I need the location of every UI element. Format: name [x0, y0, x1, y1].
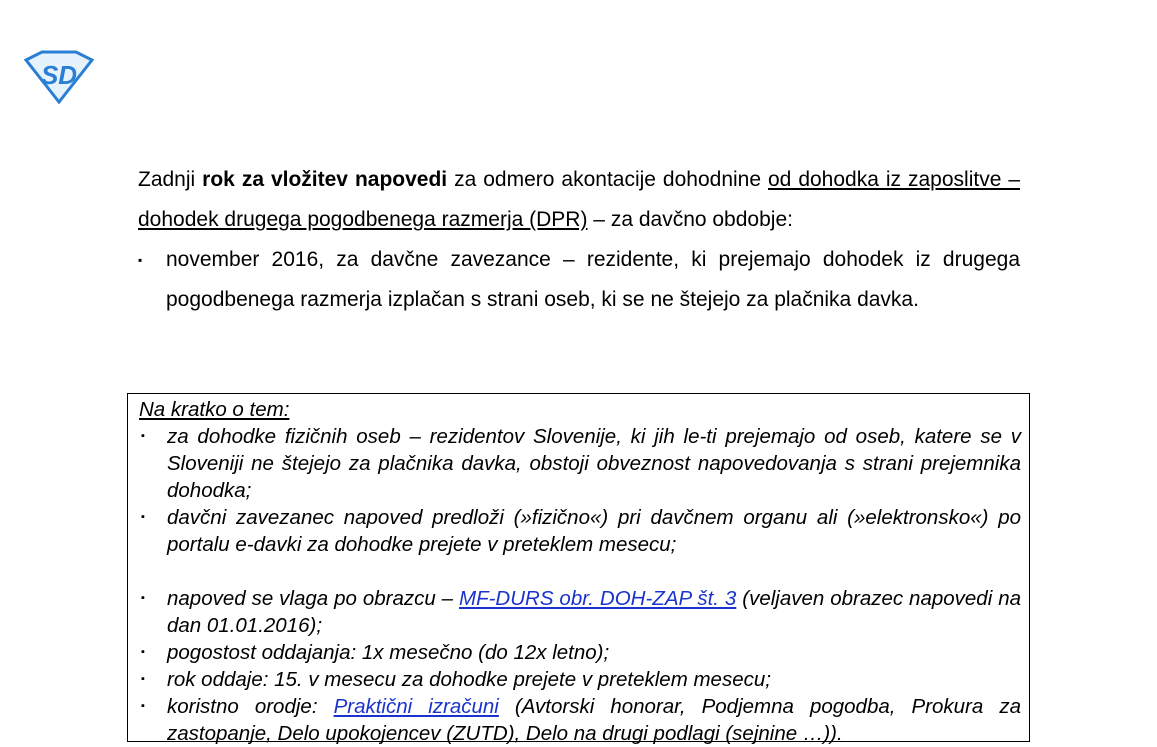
- list-item-text: pogostost oddajanja: 1x mesečno (do 12x letno);: [167, 641, 610, 664]
- bullet-icon: ▪: [138, 253, 143, 267]
- calculations-link[interactable]: Praktični izračuni: [333, 695, 499, 718]
- list-item: [139, 504, 1021, 558]
- main-bullet: [138, 240, 1020, 320]
- intro-text-2: za odmero akontacije dohodnine: [447, 168, 768, 191]
- intro-underlined: od dohodka iz zaposlitve – dohodek drugega pogodbenega razmerja (DPR): [138, 168, 1021, 231]
- list-item-text: napoved se vlaga po obrazcu –: [167, 587, 459, 610]
- list-item-text: za dohodke fizičnih oseb – rezidentov Slovenije, ki jih le-ti prejemajo od oseb, katere se v Sloveniji ne štejejo za plačnika davka, obstoji obveznost napovedovanja s strani prejemnika dohodka;: [167, 425, 1021, 502]
- list-item: [139, 639, 1021, 666]
- summary-box-title: Na kratko o tem:: [139, 398, 290, 421]
- bullet-icon: ▪: [141, 673, 145, 685]
- logo-lettering: SD: [40, 60, 78, 90]
- intro-paragraph: [138, 160, 1020, 240]
- main-bullet-text: november 2016, za davčne zavezance – rezidente, ki prejemajo dohodek iz drugega pogodbenega razmerja izplačan s strani oseb, ki se ne štejejo za plačnika davka.: [166, 248, 1020, 311]
- intro-text-3: – za davčno obdobje:: [587, 208, 793, 231]
- list-item: [139, 693, 1021, 747]
- summary-box: [127, 393, 1030, 745]
- company-logo: [22, 50, 96, 104]
- list-item-text: koristno orodje:: [167, 695, 334, 718]
- intro-text-1: Zadnji: [138, 168, 203, 191]
- bullet-icon: ▪: [141, 646, 145, 658]
- list-item-text: (veljaven obrazec napovedi na dan 01.01.2016);: [167, 587, 1021, 637]
- list-item: [139, 585, 1021, 639]
- list-item: [139, 666, 1021, 693]
- list-item: [139, 423, 1021, 504]
- form-link[interactable]: MF-DURS obr. DOH-ZAP št. 3: [459, 587, 737, 610]
- bullet-icon: ▪: [141, 700, 145, 712]
- bullet-icon: ▪: [141, 511, 145, 523]
- bullet-icon: ▪: [141, 430, 145, 442]
- list-item-text: (Avtorski honorar, Podjemna pogodba, Prokura za zastopanje, Delo upokojencev (ZUTD), Delo na drugi podlagi (sejnine …)).: [167, 695, 1021, 745]
- list-item-text: davčni zavezanec napoved predloži (»fizično«) pri davčnem organu ali (»elektronsko«) po portalu e-davki za dohodke prejete v preteklem mesecu;: [167, 506, 1021, 556]
- intro-bold: rok za vložitev napovedi: [202, 168, 448, 191]
- list-item-text: rok oddaje: 15. v mesecu za dohodke prejete v preteklem mesecu;: [167, 668, 771, 691]
- bullet-icon: ▪: [141, 592, 145, 604]
